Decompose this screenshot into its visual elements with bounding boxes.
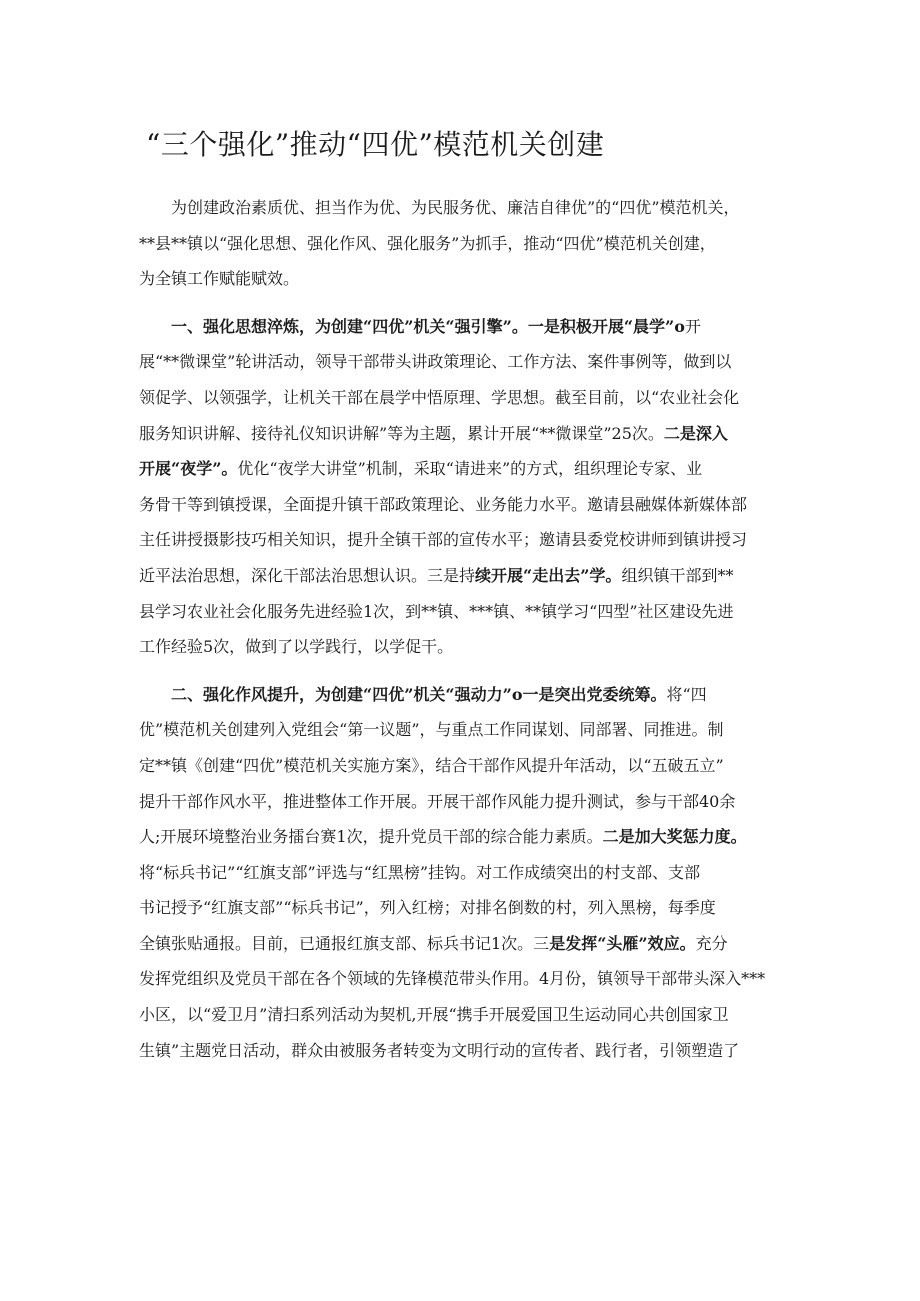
text-line bbox=[139, 309, 789, 345]
text-segment: 工作经验5次，做到了以学践行，以学促干。 bbox=[139, 637, 454, 657]
text-segment: 展“**微课堂”轮讲活动，领导干部带头讲政策理论、工作方法、案件事例等，做到以 bbox=[139, 352, 732, 372]
text-segment: 领促学、以领强学，让机关干部在晨学中悟原理、学思想。截至目前，以“农业社会化 bbox=[139, 387, 740, 407]
text-line bbox=[139, 487, 789, 523]
text-segment: 优化“夜学大讲堂”机制，采取“请进来”的方式，组织理论专家、业 bbox=[237, 459, 703, 479]
text-segment: 为创建政治素质优、担当作为优、为民服务优、廉洁自律优”的“四优”模范机关， bbox=[171, 198, 740, 217]
text-line bbox=[139, 1033, 789, 1069]
document-title: “三个强化”推动“四优”模范机关创建 bbox=[146, 128, 605, 161]
text-line bbox=[139, 629, 789, 665]
text-segment: 全镇张贴通报。目前，已通报红旗支部、标兵书记1次。三 bbox=[139, 933, 550, 953]
text-line bbox=[139, 926, 789, 962]
text-line bbox=[139, 416, 789, 452]
text-segment: **县**镇以“强化思想、强化作风、强化服务”为抓手，推动“四优”模范机关创建， bbox=[139, 233, 716, 253]
text-segment: 组织镇干部到** bbox=[621, 565, 734, 585]
text-segment: 主任讲授摄影技巧相关知识，提升全镇干部的宣传水平；邀请县委党校讲师到镇讲授习 bbox=[139, 530, 748, 550]
text-segment: 将“四 bbox=[666, 684, 707, 704]
text-segment: 定**镇《创建“四优”模范机关实施方案》，结合干部作风提升年活动，以“五破五立” bbox=[139, 755, 724, 775]
bold-text-segment: 二是深入 bbox=[663, 423, 728, 443]
text-segment: 充分 bbox=[695, 933, 728, 953]
text-line bbox=[139, 451, 789, 487]
text-segment: 生镇”主题党日活动，群众由被服务者转变为文明行动的宣传者、践行者，引领塑造了 bbox=[139, 1040, 740, 1060]
text-line bbox=[139, 558, 789, 594]
text-line bbox=[139, 522, 789, 558]
text-line bbox=[139, 677, 789, 713]
bold-text-segment: 是发挥“头雁”效应。 bbox=[549, 933, 696, 953]
text-line bbox=[139, 855, 789, 891]
text-segment: 开 bbox=[684, 316, 701, 336]
text-line bbox=[139, 380, 789, 416]
text-segment: 书记授予“红旗支部”“标兵书记”，列入红榜；对排名倒数的村，列入黑榜，每季度 bbox=[139, 898, 716, 918]
bold-text-segment: 续开展“走出去”学。 bbox=[475, 565, 622, 585]
text-line bbox=[139, 961, 789, 997]
paragraph-1 bbox=[139, 190, 789, 297]
text-segment: 服务知识讲解、接待礼仪知识讲解”等为主题，累计开展“**微课堂”25次。 bbox=[139, 423, 664, 443]
text-line bbox=[139, 997, 789, 1033]
text-line bbox=[139, 712, 789, 748]
text-segment: 小区，以“爱卫月”清扫系列活动为契机,开展“携手开展爱国卫生运动同心共创国家卫 bbox=[139, 1005, 729, 1025]
bold-text-segment: 二、强化作风提升，为创建“四优”机关“强动力”o一是突出党委统筹。 bbox=[171, 684, 667, 704]
text-line bbox=[139, 784, 789, 820]
bold-text-segment: 一、强化思想淬炼，为创建“四优”机关“强引擎”。一是积极开展“晨学”o bbox=[171, 316, 685, 336]
bold-text-segment: 二是加大奖惩力度。 bbox=[602, 827, 747, 847]
text-segment: 近平法治思想，深化干部法治思想认识。三是持 bbox=[139, 565, 476, 585]
text-line bbox=[139, 190, 789, 226]
text-segment: 优”模范机关创建列入党组会“第一议题”，与重点工作同谋划、同部署、同推进。制 bbox=[139, 720, 724, 740]
text-segment: 县学习农业社会化服务先进经验1次，到**镇、***镇、**镇学习“四型”社区建设先进 bbox=[139, 601, 734, 621]
text-line bbox=[139, 748, 789, 784]
text-line bbox=[139, 261, 789, 297]
paragraph-2 bbox=[139, 309, 789, 665]
bold-text-segment: 开展“夜学”。 bbox=[139, 459, 238, 479]
text-segment: 将“标兵书记”“红旗支部”评选与“红黑榜”挂钩。对工作成绩突出的村支部、支部 bbox=[139, 862, 701, 882]
text-line bbox=[139, 890, 789, 926]
paragraph-3 bbox=[139, 677, 789, 1069]
text-segment: 人;开展环境整治业务擂台赛1次，提升党员干部的综合能力素质。 bbox=[139, 827, 603, 847]
document-body bbox=[139, 190, 789, 1068]
text-line bbox=[139, 344, 789, 380]
text-line bbox=[139, 819, 789, 855]
text-segment: 提升干部作风水平，推进整体工作开展。开展干部作风能力提升测试，参与干部40余 bbox=[139, 791, 736, 811]
text-line bbox=[139, 226, 789, 262]
text-segment: 为全镇工作赋能赋效。 bbox=[139, 269, 300, 289]
text-segment: 务骨干等到镇授课，全面提升镇干部政策理论、业务能力水平。邀请县融媒体新媒体部 bbox=[139, 494, 748, 514]
text-line bbox=[139, 594, 789, 630]
text-segment: 发挥党组织及党员干部在各个领域的先锋模范带头作用。4月份，镇领导干部带头深入*** bbox=[139, 969, 766, 989]
